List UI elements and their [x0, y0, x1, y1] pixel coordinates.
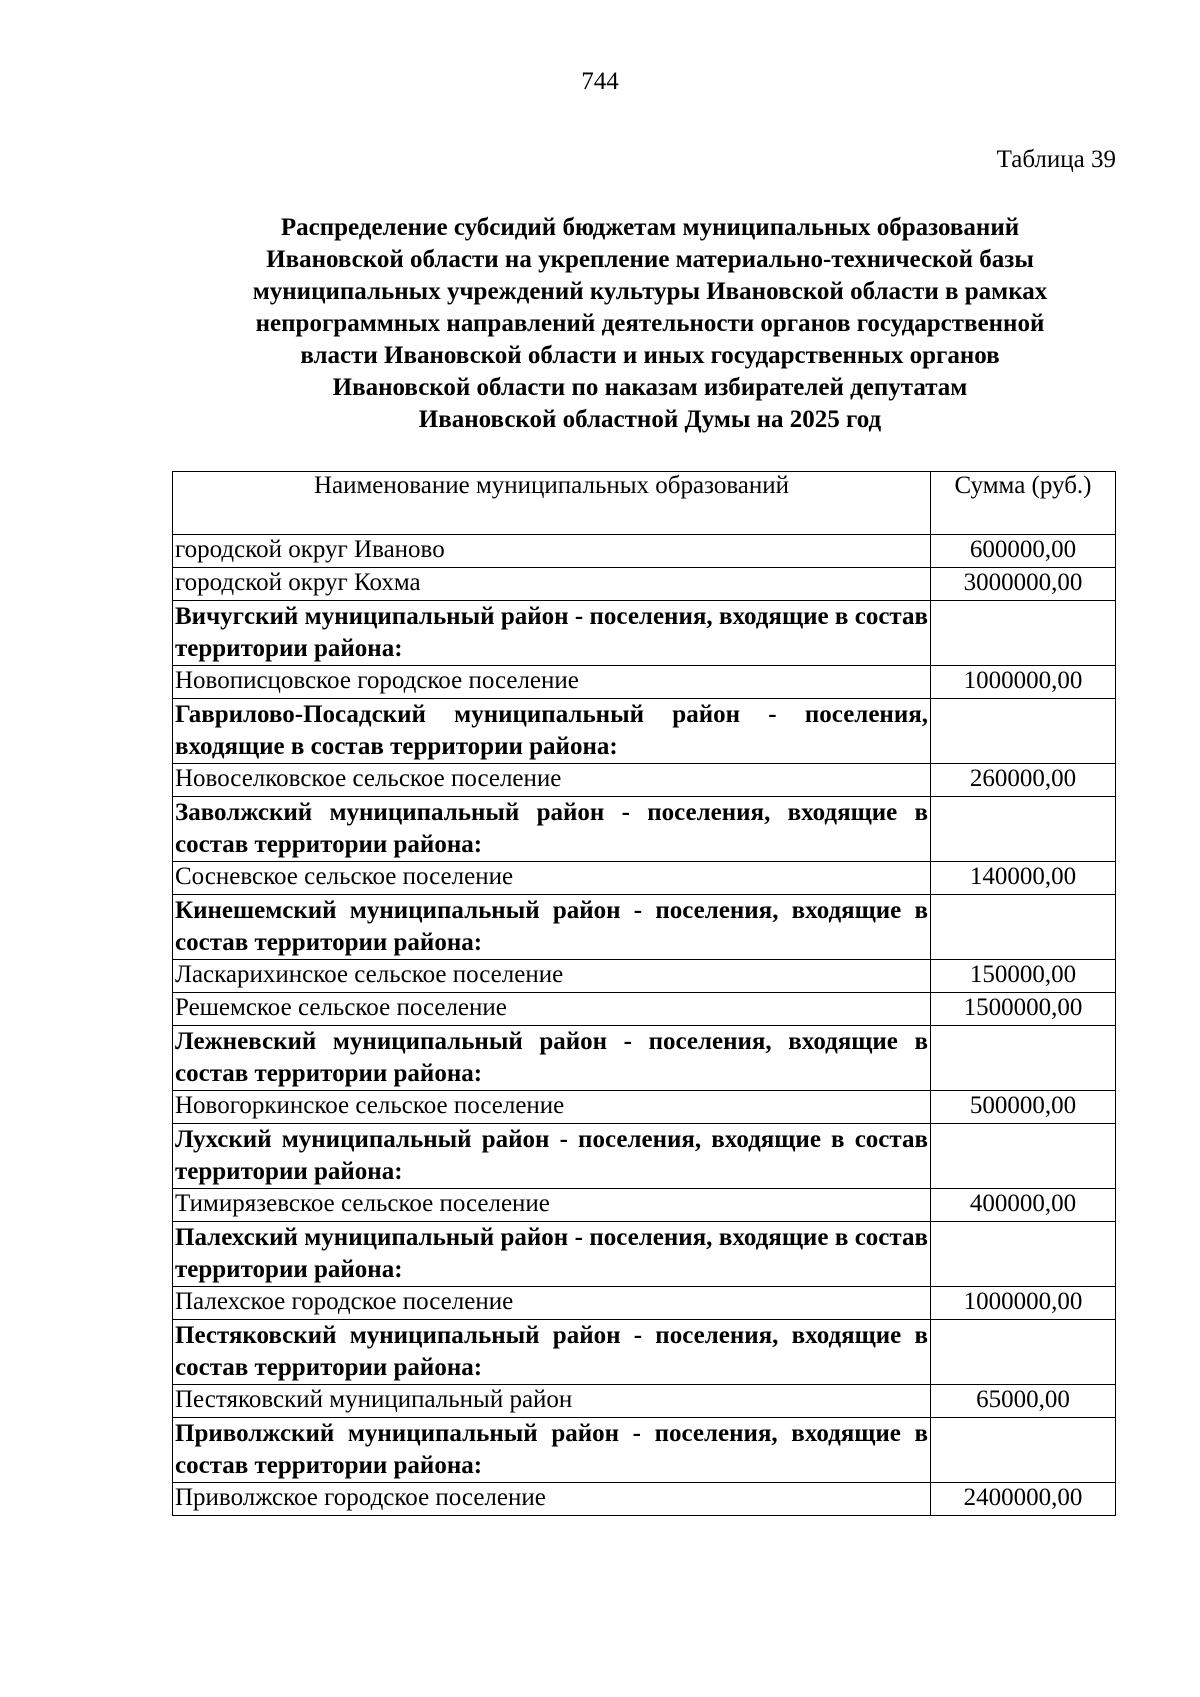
municipality-name: городской округ Иваново: [173, 535, 931, 568]
district-group-name: Приволжский муниципальный район - поселения, входящие в состав территории района:: [173, 1418, 931, 1483]
district-group-row: [173, 1320, 1116, 1385]
amount-cell: 140000,00: [931, 862, 1116, 895]
header-name: Наименование муниципальных образований: [173, 472, 931, 535]
amount-cell: [931, 1320, 1116, 1385]
table-header-row: [173, 472, 1116, 535]
table-row: [173, 1385, 1116, 1418]
header-sum: Сумма (руб.): [931, 472, 1116, 535]
district-group-name: Пестяковский муниципальный район - поселения, входящие в состав территории района:: [173, 1320, 931, 1385]
municipality-name: Решемское сельское поселение: [173, 993, 931, 1026]
title-line: Ивановской областной Думы на 2025 год: [418, 406, 882, 433]
district-group-row: [173, 601, 1116, 666]
district-group-row: [173, 1222, 1116, 1287]
amount-cell: [931, 699, 1116, 764]
subsidies-table: [172, 471, 1116, 1516]
table-row: [173, 535, 1116, 568]
table-row: [173, 1483, 1116, 1516]
document-title: [170, 212, 1130, 436]
amount-cell: 2400000,00: [931, 1483, 1116, 1516]
municipality-name: Новогоркинское сельское поселение: [173, 1091, 931, 1124]
title-line: Ивановской области по наказам избирателей депутатам: [332, 374, 968, 401]
district-group-row: [173, 699, 1116, 764]
title-line: власти Ивановской области и иных государственных органов: [300, 342, 1000, 369]
amount-cell: 260000,00: [931, 764, 1116, 797]
district-group-row: [173, 797, 1116, 862]
table-row: [173, 993, 1116, 1026]
table-row: [173, 1189, 1116, 1222]
amount-cell: [931, 797, 1116, 862]
amount-cell: 1000000,00: [931, 666, 1116, 699]
amount-cell: [931, 1026, 1116, 1091]
page-number: 744: [581, 68, 619, 95]
table-label: Таблица 39: [996, 146, 1116, 173]
municipality-name: Тимирязевское сельское поселение: [173, 1189, 931, 1222]
district-group-row: [173, 1418, 1116, 1483]
municipality-name: Пестяковский муниципальный район: [173, 1385, 931, 1418]
amount-cell: [931, 895, 1116, 960]
amount-cell: 600000,00: [931, 535, 1116, 568]
district-group-name: Палехский муниципальный район - поселения, входящие в состав территории района:: [173, 1222, 931, 1287]
title-line: непрограммных направлений деятельности органов государственной: [255, 310, 1045, 337]
district-group-name: Заволжский муниципальный район - поселения, входящие в состав территории района:: [173, 797, 931, 862]
table-row: [173, 960, 1116, 993]
amount-cell: [931, 1418, 1116, 1483]
district-group-name: Лежневский муниципальный район - поселения, входящие в состав территории района:: [173, 1026, 931, 1091]
table-row: [173, 764, 1116, 797]
table-body: [173, 535, 1116, 1516]
municipality-name: Приволжское городское поселение: [173, 1483, 931, 1516]
amount-cell: 500000,00: [931, 1091, 1116, 1124]
amount-cell: 65000,00: [931, 1385, 1116, 1418]
table-row: [173, 1287, 1116, 1320]
district-group-name: Лухский муниципальный район - поселения, входящие в состав территории района:: [173, 1124, 931, 1189]
district-group-name: Гаврилово-Посадский муниципальный район - поселения, входящие в состав территории района:: [173, 699, 931, 764]
municipality-name: Сосневское сельское поселение: [173, 862, 931, 895]
municipality-name: городской округ Кохма: [173, 568, 931, 601]
amount-cell: [931, 1124, 1116, 1189]
amount-cell: 400000,00: [931, 1189, 1116, 1222]
title-line: Распределение субсидий бюджетам муниципальных образований: [280, 214, 1020, 241]
amount-cell: 1500000,00: [931, 993, 1116, 1026]
amount-cell: 150000,00: [931, 960, 1116, 993]
table-row: [173, 666, 1116, 699]
amount-cell: 1000000,00: [931, 1287, 1116, 1320]
district-group-name: Кинешемский муниципальный район - поселения, входящие в состав территории района:: [173, 895, 931, 960]
municipality-name: Новоселковское сельское поселение: [173, 764, 931, 797]
municipality-name: Новописцовское городское поселение: [173, 666, 931, 699]
amount-cell: 3000000,00: [931, 568, 1116, 601]
title-line: муниципальных учреждений культуры Ивановской области в рамках: [252, 278, 1048, 305]
municipality-name: Палехское городское поселение: [173, 1287, 931, 1320]
municipality-name: Ласкарихинское сельское поселение: [173, 960, 931, 993]
table-row: [173, 862, 1116, 895]
table-row: [173, 1091, 1116, 1124]
amount-cell: [931, 601, 1116, 666]
district-group-name: Вичугский муниципальный район - поселения, входящие в состав территории района:: [173, 601, 931, 666]
table-row: [173, 568, 1116, 601]
district-group-row: [173, 1124, 1116, 1189]
title-line: Ивановской области на укрепление материально-технической базы: [266, 246, 1034, 273]
district-group-row: [173, 895, 1116, 960]
district-group-row: [173, 1026, 1116, 1091]
amount-cell: [931, 1222, 1116, 1287]
